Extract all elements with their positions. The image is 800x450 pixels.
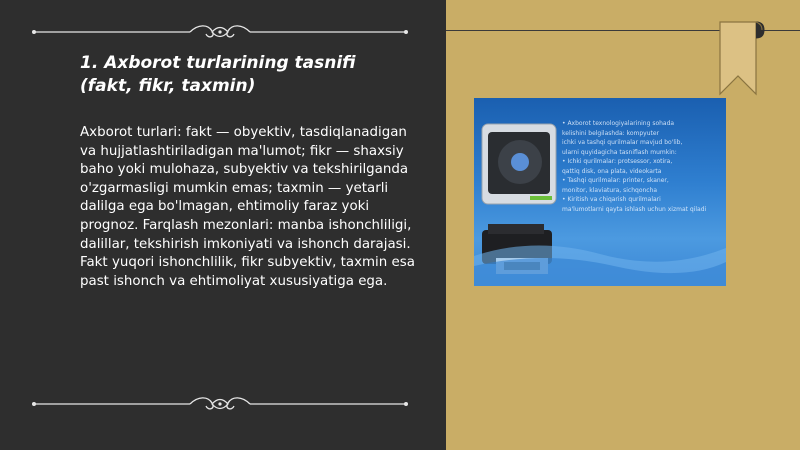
bottom-ornament-divider	[30, 394, 410, 414]
wave-decoration	[474, 226, 726, 286]
picture-line: ichki va tashqi qurilmalar mavjud bo'lib,	[562, 139, 683, 146]
embedded-slide-picture	[474, 98, 726, 286]
picture-line: • Ichki qurilmalar: protsessor, xotira,	[562, 158, 673, 165]
picture-line: • Tashqi qurilmalar: printer, skaner,	[562, 177, 669, 184]
picture-line: qattiq disk, ona plata, videokarta	[562, 167, 662, 175]
picture-line: • Kiritish va chiqarish qurilmalari	[562, 196, 661, 203]
picture-line: kelishini belgilashda: kompyuter	[562, 129, 660, 137]
picture-line: • Axborot texnologiyalarining sohada	[562, 120, 675, 127]
picture-text-block	[562, 120, 722, 215]
picture-line: monitor, klaviatura, sichqoncha	[562, 186, 658, 194]
top-ornament-divider	[30, 22, 410, 42]
picture-line: ularni quyidagicha tasniflash mumkin:	[562, 148, 677, 156]
slide-body-text: Axborot turlari: fakt — obyektiv, tasdiqlanadigan va hujjatlashtiriladigan ma'lumot; fikr — shaxsiy baho yoki mulohaza, subyektiv va tekshirilganda o'zgarmasligi mumkin emas; taxmin — yetarli dalilga ega bo'lmagan, ehtimoliy faraz yoki prognoz. Farqlash mezonlari: manba ishonchliligi, dalillar, tekshirish imkoniyati va ishonch darajasi. Fakt yuqori ishonchlilik, fikr subyektiv, taxmin esa past ishonch va ehtimoliyat xususiyatiga ega.	[80, 125, 415, 289]
picture-line: ma'lumotlarni qayta ishlash uchun xizmat qiladi	[562, 205, 707, 213]
bookmark-ribbon-icon	[718, 18, 766, 98]
slide-title: 1. Axborot turlarining tasnifi (fakt, fikr, taxmin)	[80, 53, 356, 96]
